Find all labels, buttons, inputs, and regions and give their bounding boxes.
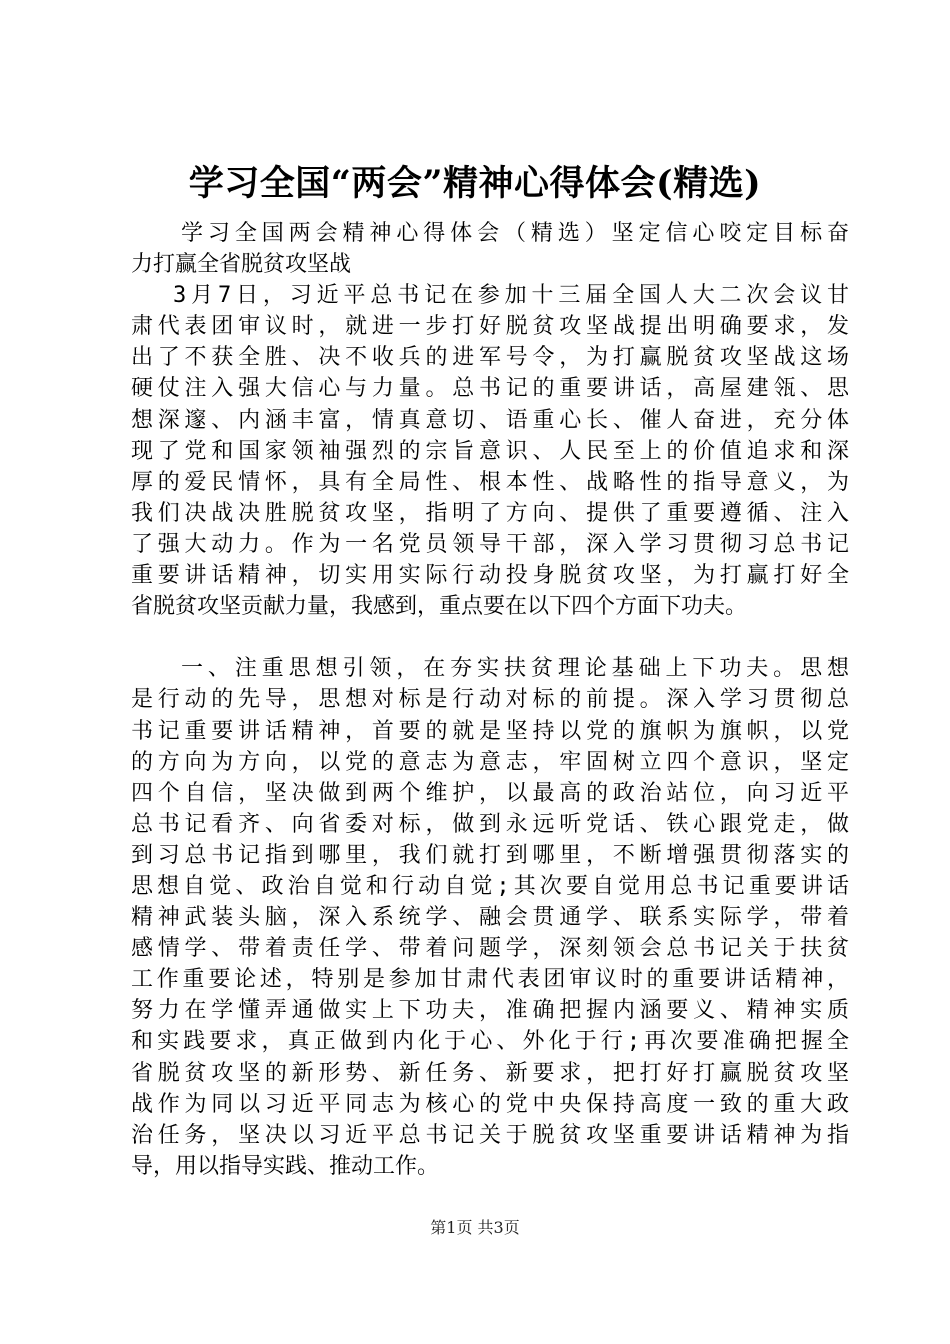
document-title: 学习全国“两会”精神心得体会(精选) bbox=[188, 163, 762, 204]
text-line: 导，用以指导实践、推动工作。 bbox=[131, 1153, 440, 1179]
text-line: 硬仗注入强大信心与力量。总书记的重要讲话，高屋建瓴、思 bbox=[131, 376, 849, 402]
text-line: 和实践要求，真正做到内化于心、外化于行;再次要准确把握全 bbox=[131, 1029, 849, 1055]
text-line: 厚的爱民情怀，具有全局性、根本性、战略性的指导意义，为 bbox=[131, 469, 849, 495]
text-line: 精神武装头脑，深入系统学、融会贯通学、联系实际学，带着 bbox=[131, 905, 849, 931]
text-line: 力打赢全省脱贫攻坚战 bbox=[131, 252, 352, 278]
text-line: 省脱贫攻坚贡献力量，我感到，重点要在以下四个方面下功夫。 bbox=[131, 594, 748, 620]
text-line: 治任务，坚决以习近平总书记关于脱贫攻坚重要讲话精神为指 bbox=[131, 1122, 849, 1148]
text-line: 战作为同以习近平同志为核心的党中央保持高度一致的重大政 bbox=[131, 1091, 849, 1117]
text-line: 学习全国两会精神心得体会（精选）坚定信心咬定目标奋 bbox=[181, 221, 849, 246]
document-body bbox=[131, 218, 849, 1182]
text-line: 3月7日，习近平总书记在参加十三届全国人大二次会议甘 bbox=[173, 283, 849, 309]
text-line: 是行动的先导，思想对标是行动对标的前提。深入学习贯彻总 bbox=[131, 687, 849, 713]
text-line: 想深邃、内涵丰富，情真意切、语重心长、催人奋进，充分体 bbox=[131, 407, 849, 433]
text-line: 的方向为方向，以党的意志为意志，牢固树立四个意识，坚定 bbox=[131, 749, 849, 775]
text-line: 出了不获全胜、决不收兵的进军号令，为打赢脱贫攻坚战这场 bbox=[131, 345, 849, 371]
text-line: 现了党和国家领袖强烈的宗旨意识、人民至上的价值追求和深 bbox=[131, 438, 849, 464]
page-footer: 第1页 共3页 bbox=[430, 1218, 520, 1237]
text-line: 思想自觉、政治自觉和行动自觉;其次要自觉用总书记重要讲话 bbox=[131, 873, 849, 899]
text-line: 重要讲话精神，切实用实际行动投身脱贫攻坚，为打赢打好全 bbox=[131, 563, 849, 589]
text-line: 一、注重思想引领，在夯实扶贫理论基础上下功夫。思想 bbox=[181, 656, 849, 682]
text-line: 肃代表团审议时，就进一步打好脱贫攻坚战提出明确要求，发 bbox=[131, 314, 849, 340]
text-line: 到习总书记指到哪里，我们就打到哪里，不断增强贯彻落实的 bbox=[131, 842, 849, 868]
text-line: 我们决战决胜脱贫攻坚，指明了方向、提供了重要遵循、注入 bbox=[131, 500, 849, 526]
text-line: 了强大动力。作为一名党员领导干部，深入学习贯彻习总书记 bbox=[131, 531, 849, 557]
text-line: 书记重要讲话精神，首要的就是坚持以党的旗帜为旗帜，以党 bbox=[131, 718, 849, 744]
text-line: 感情学、带着责任学、带着问题学，深刻领会总书记关于扶贫 bbox=[131, 936, 849, 962]
text-line: 总书记看齐、向省委对标，做到永远听党话、铁心跟党走，做 bbox=[131, 811, 849, 837]
text-line: 努力在学懂弄通做实上下功夫，准确把握内涵要义、精神实质 bbox=[131, 998, 849, 1024]
text-line: 省脱贫攻坚的新形势、新任务、新要求，把打好打赢脱贫攻坚 bbox=[131, 1060, 849, 1086]
text-line: 工作重要论述，特别是参加甘肃代表团审议时的重要讲话精神， bbox=[131, 967, 849, 993]
paragraph-gap bbox=[131, 622, 849, 653]
text-line: 四个自信，坚决做到两个维护，以最高的政治站位，向习近平 bbox=[131, 780, 849, 806]
